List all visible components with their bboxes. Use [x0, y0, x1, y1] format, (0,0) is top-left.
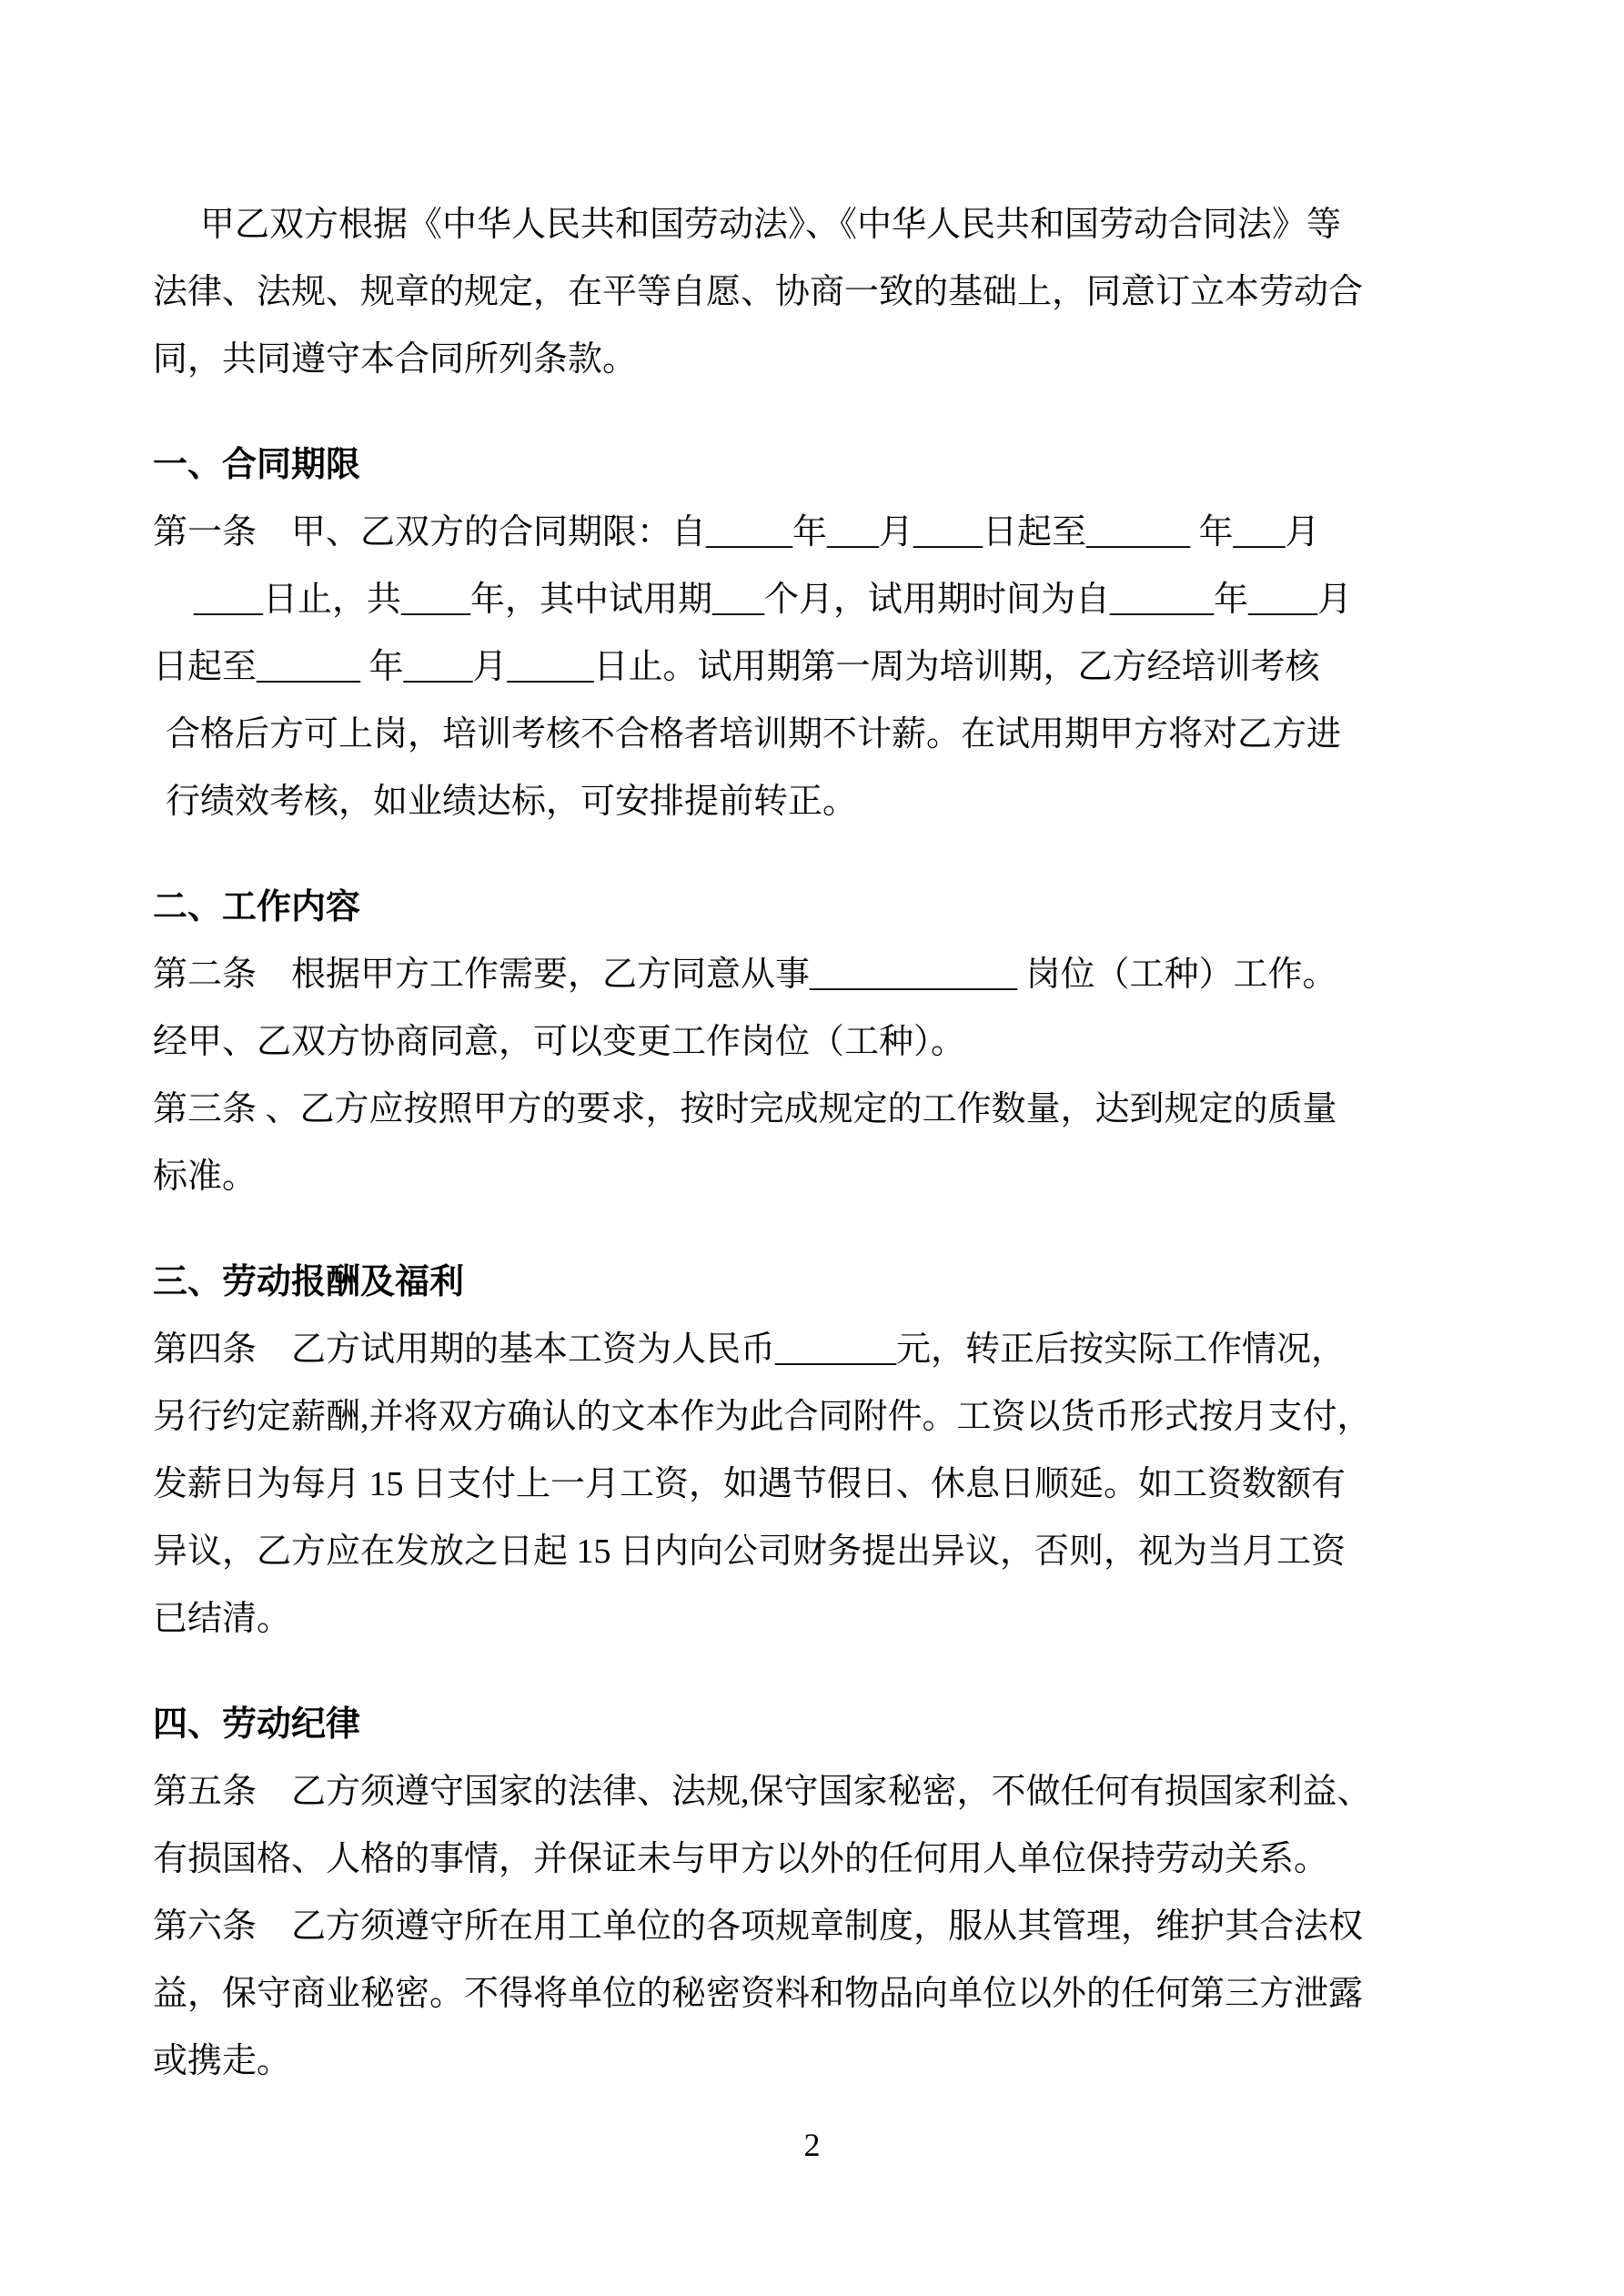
article-3-line: 标准。 [153, 1158, 257, 1196]
article-1-line: ____日止，共____年，其中试用期___个月，试用期时间为自______年____月 [194, 581, 1353, 619]
document-body [153, 191, 1481, 2095]
article-2-line: 经甲、乙双方协商同意，可以变更工作岗位（工种）。 [153, 1023, 966, 1061]
article-4-line: 发薪日为每月 15 日支付上一月工资，如遇节假日、休息日顺延。如工资数额有 [153, 1465, 1347, 1503]
article-4-line: 另行约定薪酬,并将双方确认的文本作为此合同附件。工资以货币形式按月支付， [153, 1398, 1372, 1436]
section-heading-discipline: 四、劳动纪律 [153, 1705, 361, 1744]
article-4-line: 异议，乙方应在发放之日起 15 日内向公司财务提出异议，否则，视为当月工资 [153, 1532, 1347, 1571]
page-number: 2 [803, 2127, 821, 2163]
article-5-line: 第五条 乙方须遵守国家的法律、法规,保守国家秘密，不做任何有损国家利益、 [153, 1773, 1372, 1811]
article-1-line: 行绩效考核，如业绩达标，可安排提前转正。 [166, 783, 858, 821]
article-4-line: 已结清。 [153, 1600, 292, 1638]
section-heading-contract-term: 一、合同期限 [153, 446, 361, 484]
intro-paragraph-line: 同，共同遵守本合同所列条款。 [153, 340, 638, 379]
article-6-line: 或携走。 [153, 2042, 292, 2080]
section-heading-work-content: 二、工作内容 [153, 888, 361, 926]
article-1-line: 第一条 甲、乙双方的合同期限：自_____年___月____日起至______ 年___月 [153, 513, 1320, 551]
article-6-line: 第六条 乙方须遵守所在用工单位的各项规章制度，服从其管理，维护其合法权 [153, 1907, 1364, 1946]
article-3-line: 第三条 、乙方应按照甲方的要求，按时完成规定的工作数量，达到规定的质量 [153, 1090, 1337, 1128]
article-5-line: 有损国格、人格的事情，并保证未与甲方以外的任何用人单位保持劳动关系。 [153, 1840, 1329, 1878]
intro-paragraph-line: 甲乙双方根据《中华人民共和国劳动法》、《中华人民共和国劳动合同法》等 [200, 206, 1342, 244]
intro-paragraph-line: 法律、法规、规章的规定，在平等自愿、协商一致的基础上，同意订立本劳动合 [153, 273, 1364, 311]
article-6-line: 益，保守商业秘密。不得将单位的秘密资料和物品向单位以外的任何第三方泄露 [153, 1975, 1364, 2013]
article-4-line: 第四条 乙方试用期的基本工资为人民币_______元，转正后按实际工作情况， [153, 1330, 1347, 1369]
article-2-line: 第二条 根据甲方工作需要，乙方同意从事____________ 岗位（工种）工作。 [153, 956, 1337, 994]
article-1-line: 日起至______ 年____月_____日止。试用期第一周为培训期，乙方经培训考核 [153, 648, 1320, 686]
article-1-line: 合格后方可上岗，培训考核不合格者培训期不计薪。在试用期甲方将对乙方进 [166, 715, 1342, 754]
section-heading-compensation: 三、劳动报酬及福利 [153, 1263, 465, 1301]
